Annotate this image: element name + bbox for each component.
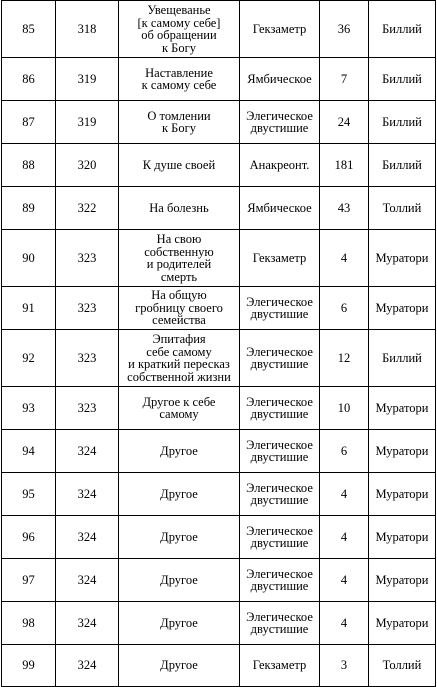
poem-number-cell: 86 [2, 58, 56, 101]
line-count-cell: 36 [320, 1, 369, 58]
poem-title-cell: Увещеванье [к самому себе] об обращении к Богу [119, 1, 240, 58]
table-row [2, 58, 436, 101]
poem-number-cell: 97 [2, 559, 56, 602]
page-number-cell: 323 [56, 387, 119, 430]
page-number-cell: 322 [56, 187, 119, 230]
line-count-cell: 181 [320, 144, 369, 187]
page-number-cell: 324 [56, 430, 119, 473]
meter-cell: Анакреонт. [240, 144, 320, 187]
poem-number-cell: 85 [2, 1, 56, 58]
poem-number-cell: 89 [2, 187, 56, 230]
table-row [2, 330, 436, 387]
table-row [2, 230, 436, 287]
line-count-cell: 6 [320, 287, 369, 330]
table-row [2, 516, 436, 559]
page-number-cell: 323 [56, 230, 119, 287]
meter-cell: Элегическое двустишие [240, 101, 320, 144]
page-number-cell: 319 [56, 58, 119, 101]
table-row [2, 187, 436, 230]
poem-number-cell: 93 [2, 387, 56, 430]
meter-cell: Ямбическое [240, 58, 320, 101]
meter-cell: Гекзаметр [240, 230, 320, 287]
line-count-cell: 3 [320, 645, 369, 687]
table-row [2, 559, 436, 602]
line-count-cell: 4 [320, 230, 369, 287]
poem-title-cell: Другое к себе самому [119, 387, 240, 430]
line-count-cell: 4 [320, 559, 369, 602]
meter-cell: Элегическое двустишие [240, 516, 320, 559]
poem-number-cell: 94 [2, 430, 56, 473]
meter-cell: Элегическое двустишие [240, 430, 320, 473]
page-number-cell: 324 [56, 559, 119, 602]
poem-title-cell: Другое [119, 559, 240, 602]
table-row [2, 1, 436, 58]
source-cell: Биллий [369, 330, 436, 387]
poem-title-cell: Другое [119, 602, 240, 645]
poem-number-cell: 91 [2, 287, 56, 330]
meter-cell: Гекзаметр [240, 1, 320, 58]
page-number-cell: 323 [56, 330, 119, 387]
poem-title-cell: Другое [119, 430, 240, 473]
line-count-cell: 10 [320, 387, 369, 430]
source-cell: Муратори [369, 516, 436, 559]
table-row [2, 430, 436, 473]
meter-cell: Элегическое двустишие [240, 473, 320, 516]
line-count-cell: 24 [320, 101, 369, 144]
poem-number-cell: 99 [2, 645, 56, 687]
meter-cell: Элегическое двустишие [240, 602, 320, 645]
source-cell: Биллий [369, 58, 436, 101]
poem-title-cell: Эпитафия себе самому и краткий пересказ собственной жизни [119, 330, 240, 387]
poems-table [1, 0, 436, 687]
source-cell: Биллий [369, 144, 436, 187]
table-row [2, 473, 436, 516]
poem-number-cell: 92 [2, 330, 56, 387]
poem-title-cell: На свою собственную и родителей смерть [119, 230, 240, 287]
table-row [2, 287, 436, 330]
page-number-cell: 318 [56, 1, 119, 58]
page-number-cell: 324 [56, 645, 119, 687]
meter-cell: Элегическое двустишие [240, 287, 320, 330]
source-cell: Биллий [369, 1, 436, 58]
source-cell: Муратори [369, 230, 436, 287]
poem-title-cell: О томлении к Богу [119, 101, 240, 144]
meter-cell: Элегическое двустишие [240, 387, 320, 430]
source-cell: Биллий [369, 101, 436, 144]
poem-number-cell: 95 [2, 473, 56, 516]
source-cell: Толлий [369, 187, 436, 230]
poem-title-cell: Наставление к самому себе [119, 58, 240, 101]
poem-number-cell: 90 [2, 230, 56, 287]
source-cell: Муратори [369, 387, 436, 430]
source-cell: Толлий [369, 645, 436, 687]
poems-table-body [2, 1, 436, 687]
line-count-cell: 43 [320, 187, 369, 230]
table-row [2, 602, 436, 645]
source-cell: Муратори [369, 287, 436, 330]
poem-number-cell: 96 [2, 516, 56, 559]
poem-title-cell: К душе своей [119, 144, 240, 187]
page-number-cell: 324 [56, 516, 119, 559]
poem-number-cell: 87 [2, 101, 56, 144]
source-cell: Муратори [369, 559, 436, 602]
page-number-cell: 320 [56, 144, 119, 187]
line-count-cell: 6 [320, 430, 369, 473]
poem-title-cell: Другое [119, 645, 240, 687]
line-count-cell: 12 [320, 330, 369, 387]
page-number-cell: 319 [56, 101, 119, 144]
poem-title-cell: Другое [119, 516, 240, 559]
source-cell: Муратори [369, 473, 436, 516]
poem-title-cell: На болезнь [119, 187, 240, 230]
page-number-cell: 324 [56, 602, 119, 645]
page-number-cell: 324 [56, 473, 119, 516]
page-number-cell: 323 [56, 287, 119, 330]
table-row [2, 387, 436, 430]
table-row [2, 101, 436, 144]
source-cell: Муратори [369, 430, 436, 473]
line-count-cell: 4 [320, 602, 369, 645]
table-row [2, 645, 436, 687]
meter-cell: Элегическое двустишие [240, 559, 320, 602]
meter-cell: Гекзаметр [240, 645, 320, 687]
line-count-cell: 4 [320, 516, 369, 559]
source-cell: Муратори [369, 602, 436, 645]
poem-title-cell: Другое [119, 473, 240, 516]
poem-title-cell: На общую гробницу своего семейства [119, 287, 240, 330]
meter-cell: Ямбическое [240, 187, 320, 230]
poem-number-cell: 98 [2, 602, 56, 645]
meter-cell: Элегическое двустишие [240, 330, 320, 387]
table-row [2, 144, 436, 187]
poem-number-cell: 88 [2, 144, 56, 187]
line-count-cell: 4 [320, 473, 369, 516]
line-count-cell: 7 [320, 58, 369, 101]
